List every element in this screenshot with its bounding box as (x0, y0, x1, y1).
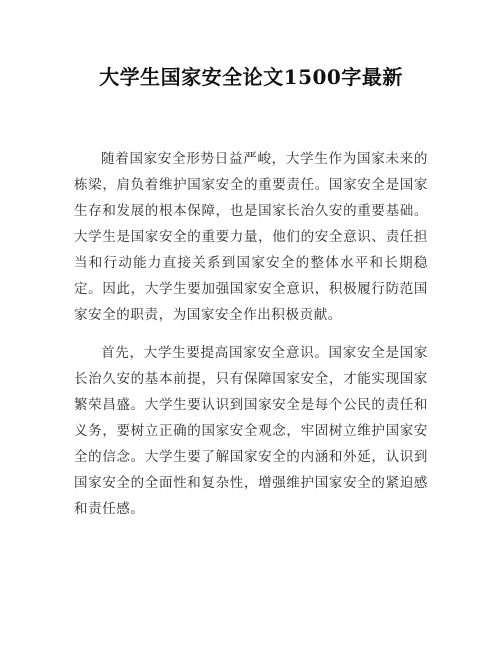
document-title: 大学生国家安全论文1500字最新 (99, 65, 403, 89)
document-body (74, 146, 428, 534)
paragraph-2: 首先，大学生要提高国家安全意识。国家安全是国家长治久安的基本前提，只有保障国家安全，才能实现国家繁荣昌盛。大学生要认识到国家安全是每个公民的责任和义务，要树立正确的国家安全观念，牢固树立维护国家安全的信念。大学生要了解国家安全的内涵和外延，认识到国家安全的全面性和复杂性，增强维护国家安全的紧迫感和责任感。 (74, 345, 428, 517)
paragraph-1: 随着国家安全形势日益严峻，大学生作为国家未来的栋梁，肩负着维护国家安全的重要责任。国家安全是国家生存和发展的根本保障，也是国家长治久安的重要基础。大学生是国家安全的重要力量，他们的安全意识、责任担当和行动能力直接关系到国家安全的整体水平和长期稳定。因此，大学生要加强国家安全意识，积极履行防范国家安全的职责，为国家安全作出积极贡献。 (74, 151, 428, 323)
